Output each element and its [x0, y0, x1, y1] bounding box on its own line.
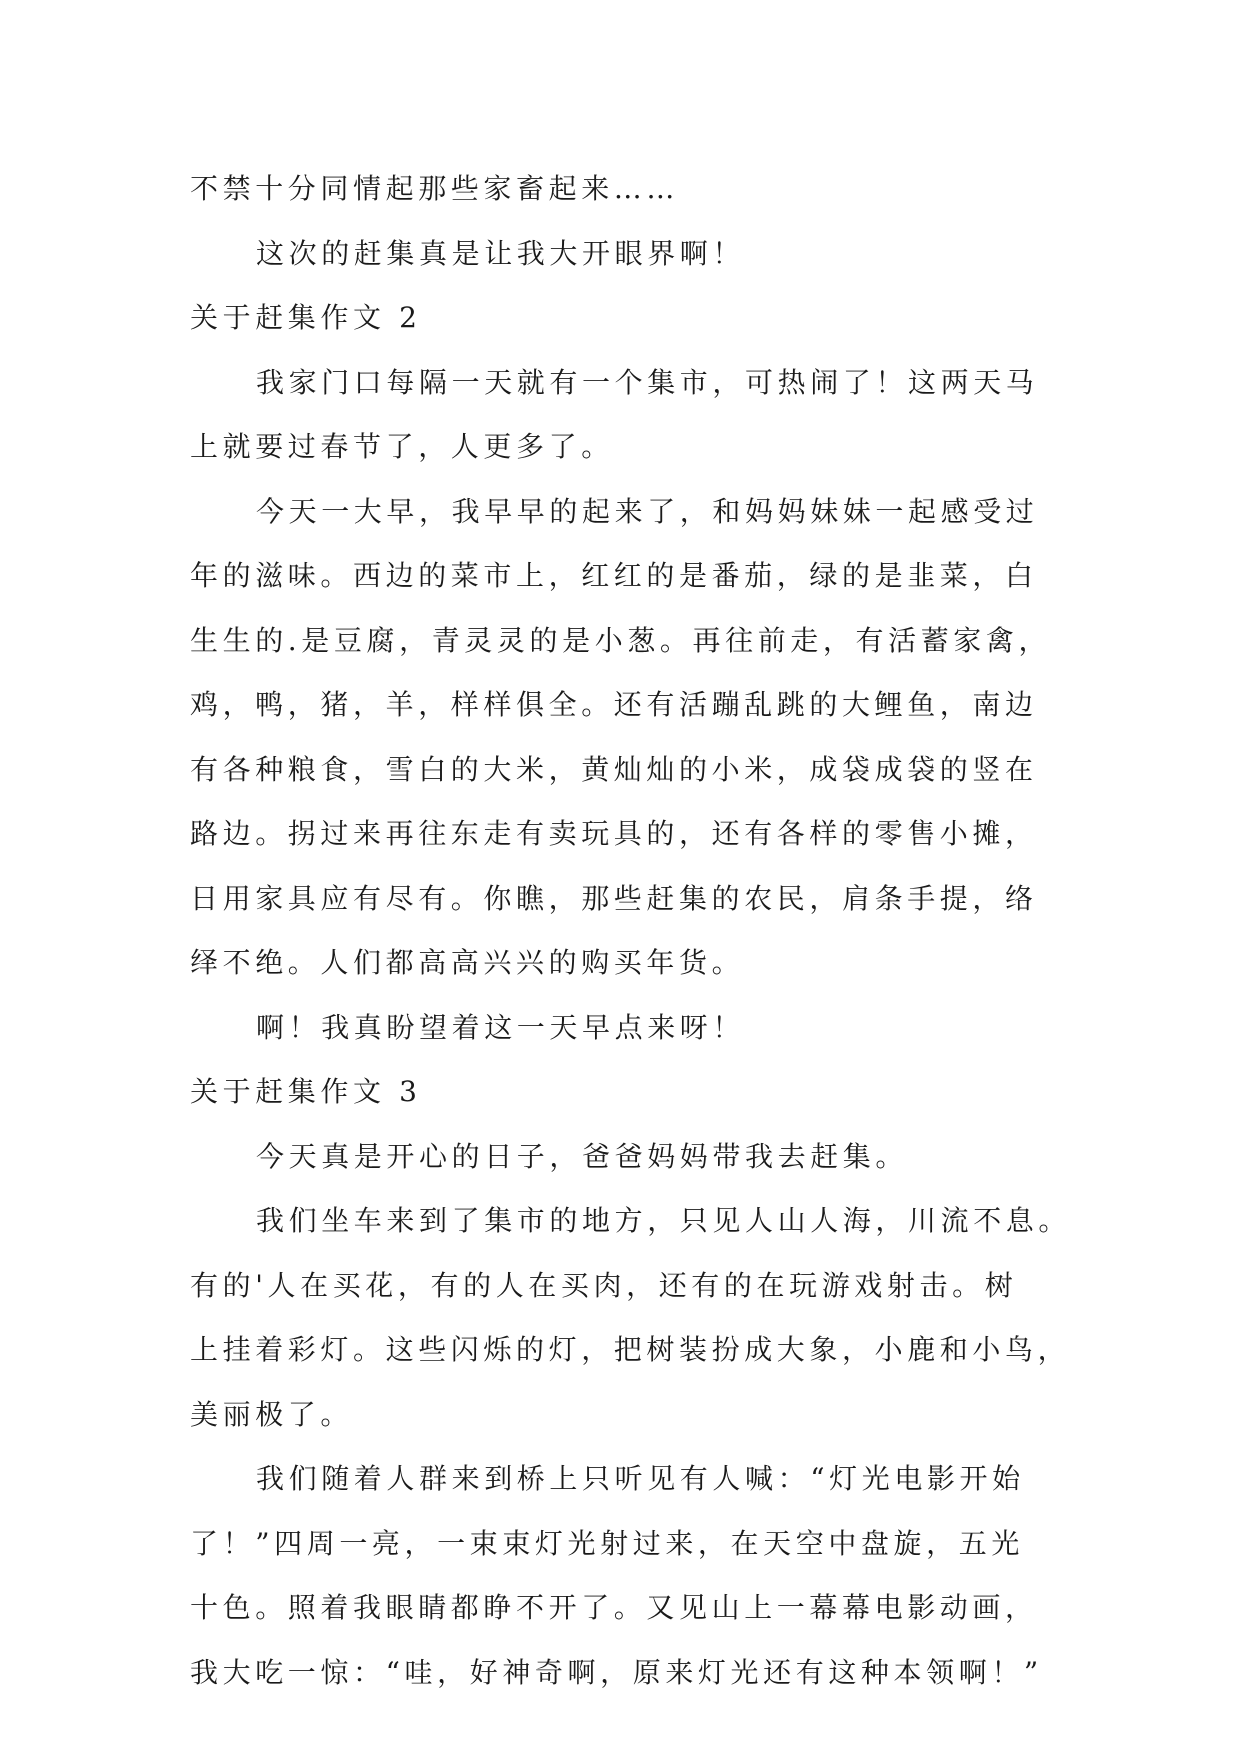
- text-line: 这次的赶集真是让我大开眼界啊！: [256, 236, 746, 270]
- text-line: 有各种粮食，雪白的大米，黄灿灿的小米，成袋成袋的竖在: [190, 752, 1038, 786]
- text-line: 今天一大早，我早早的起来了，和妈妈妹妹一起感受过: [256, 494, 1039, 528]
- text-line: 鸡，鸭，猪，羊，样样俱全。还有活蹦乱跳的大鲤鱼，南边: [190, 688, 1038, 721]
- section-heading: 关于赶集作文 3: [190, 1075, 422, 1108]
- text-line: 我们随着人群来到桥上只听见有人喊：“灯光电影开始: [256, 1462, 1025, 1495]
- text-line: 我们坐车来到了集市的地方，只见人山人海，川流不息。: [256, 1204, 1072, 1237]
- document-body: [190, 157, 1072, 1705]
- text-line: 绎不绝。人们都高高兴兴的购买年货。: [190, 946, 745, 979]
- text-line: 日用家具应有尽有。你瞧，那些赶集的农民，肩条手提，络: [190, 881, 1038, 915]
- text-line: 我大吃一惊：“哇，好神奇啊，原来灯光还有这种本领啊！”: [190, 1655, 1043, 1689]
- text-line: 年的滋味。西边的菜市上，红红的是番茄，绿的是韭菜，白: [190, 559, 1038, 592]
- text-line: 生生的.是豆腐，青灵灵的是小葱。再往前走，有活蓄家禽，: [190, 623, 1052, 657]
- text-line: 美丽极了。: [190, 1397, 354, 1431]
- text-line: 上就要过春节了，人更多了。: [190, 430, 614, 463]
- text-line: 啊！我真盼望着这一天早点来呀！: [256, 1010, 746, 1044]
- text-line: 十色。照着我眼睛都睁不开了。又见山上一幕幕电影动画，: [190, 1591, 1038, 1624]
- section-heading: 关于赶集作文 2: [190, 301, 422, 334]
- text-line: 今天真是开心的日子，爸爸妈妈带我去赶集。: [256, 1139, 909, 1173]
- text-line: 不禁十分同情起那些家畜起来……: [190, 172, 680, 205]
- text-line: 有的'人在买花，有的人在买肉，还有的在玩游戏射击。树: [190, 1268, 1018, 1302]
- text-line: 上挂着彩灯。这些闪烁的灯，把树装扮成大象，小鹿和小鸟，: [190, 1333, 1071, 1366]
- text-line: 了！”四周一亮，一束束灯光射过来，在天空中盘旋，五光: [190, 1526, 1024, 1560]
- text-line: 路边。拐过来再往东走有卖玩具的，还有各样的零售小摊，: [190, 817, 1038, 850]
- text-line: 我家门口每隔一天就有一个集市，可热闹了！这两天马: [256, 365, 1039, 399]
